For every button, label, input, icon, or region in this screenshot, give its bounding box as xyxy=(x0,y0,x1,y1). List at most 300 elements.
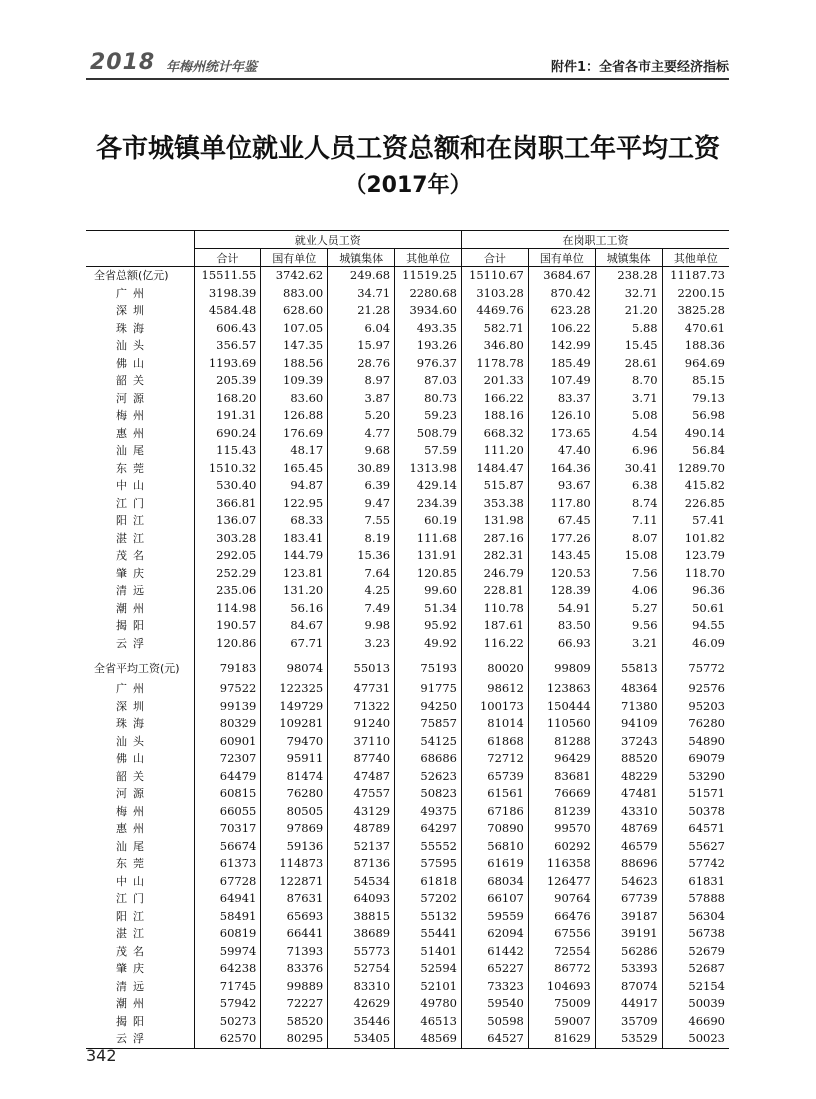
table-cell: 490.14 xyxy=(662,425,729,443)
table-cell: 28.61 xyxy=(595,355,662,373)
table-cell: 95911 xyxy=(261,750,328,768)
table-cell: 90764 xyxy=(528,890,595,908)
table-cell: 56.84 xyxy=(662,442,729,460)
table-cell: 55813 xyxy=(595,652,662,680)
table-cell: 72307 xyxy=(194,750,261,768)
table-cell: 99809 xyxy=(528,652,595,680)
table-cell: 81629 xyxy=(528,1030,595,1048)
table-cell: 690.24 xyxy=(194,425,261,443)
table-cell: 52687 xyxy=(662,960,729,978)
table-cell: 66441 xyxy=(261,925,328,943)
row-label: 东莞 xyxy=(116,857,150,870)
group-header-onpost: 在岗职工工资 xyxy=(462,231,730,249)
table-cell: 582.71 xyxy=(462,320,529,338)
table-cell: 3825.28 xyxy=(662,302,729,320)
table-cell: 346.80 xyxy=(462,337,529,355)
table-cell: 3.87 xyxy=(328,390,395,408)
table-cell: 100173 xyxy=(462,698,529,716)
table-cell: 4.25 xyxy=(328,582,395,600)
table-cell: 72712 xyxy=(462,750,529,768)
table-cell: 88520 xyxy=(595,750,662,768)
appendix-label: 附件1：全省各市主要经济指标 xyxy=(550,60,729,75)
table-cell: 66055 xyxy=(194,803,261,821)
table-cell: 96429 xyxy=(528,750,595,768)
table-row xyxy=(86,495,729,513)
table-cell: 47.40 xyxy=(528,442,595,460)
table-cell: 123.79 xyxy=(662,547,729,565)
table-cell: 57888 xyxy=(662,890,729,908)
table-cell: 60819 xyxy=(194,925,261,943)
wage-table-wrap xyxy=(86,230,729,1049)
table-cell: 9.56 xyxy=(595,617,662,635)
table-cell: 65739 xyxy=(462,768,529,786)
table-cell: 1510.32 xyxy=(194,460,261,478)
row-label: 阳江 xyxy=(116,514,150,527)
table-row xyxy=(86,960,729,978)
table-cell: 52679 xyxy=(662,943,729,961)
table-cell: 353.38 xyxy=(462,495,529,513)
table-row xyxy=(86,733,729,751)
table-cell: 76280 xyxy=(261,785,328,803)
table-cell: 71322 xyxy=(328,698,395,716)
table-cell: 1289.70 xyxy=(662,460,729,478)
table-cell: 51.34 xyxy=(395,600,462,618)
table-cell: 6.96 xyxy=(595,442,662,460)
table-cell: 43310 xyxy=(595,803,662,821)
table-cell: 67186 xyxy=(462,803,529,821)
row-label: 中山 xyxy=(116,479,150,492)
row-label: 江门 xyxy=(116,496,150,510)
table-cell: 49.92 xyxy=(395,635,462,653)
table-cell: 67556 xyxy=(528,925,595,943)
wage-table xyxy=(86,230,729,1049)
table-cell: 73323 xyxy=(462,978,529,996)
table-cell: 67739 xyxy=(595,890,662,908)
table-cell: 87740 xyxy=(328,750,395,768)
table-cell: 94.55 xyxy=(662,617,729,635)
table-cell: 52623 xyxy=(395,768,462,786)
table-row xyxy=(86,768,729,786)
table-cell: 68686 xyxy=(395,750,462,768)
table-row xyxy=(86,785,729,803)
table-cell: 69079 xyxy=(662,750,729,768)
table-cell: 21.20 xyxy=(595,302,662,320)
group-header-employed: 就业人员工资 xyxy=(194,231,462,249)
table-row xyxy=(86,873,729,891)
table-cell: 83.60 xyxy=(261,390,328,408)
table-cell: 80020 xyxy=(462,652,529,680)
table-cell: 3684.67 xyxy=(528,267,595,285)
col-header: 合计 xyxy=(194,249,261,267)
table-cell: 123863 xyxy=(528,680,595,698)
table-cell: 9.68 xyxy=(328,442,395,460)
table-cell: 83310 xyxy=(328,978,395,996)
table-cell: 53290 xyxy=(662,768,729,786)
table-cell: 48.17 xyxy=(261,442,328,460)
table-cell: 52594 xyxy=(395,960,462,978)
table-cell: 109.39 xyxy=(261,372,328,390)
table-cell: 136.07 xyxy=(194,512,261,530)
table-cell: 38689 xyxy=(328,925,395,943)
table-cell: 144.79 xyxy=(261,547,328,565)
table-cell: 50823 xyxy=(395,785,462,803)
row-label: 珠海 xyxy=(116,717,150,730)
table-cell: 47731 xyxy=(328,680,395,698)
table-cell: 87136 xyxy=(328,855,395,873)
table-cell: 118.70 xyxy=(662,565,729,583)
table-cell: 54890 xyxy=(662,733,729,751)
table-cell: 68.33 xyxy=(261,512,328,530)
table-cell: 366.81 xyxy=(194,495,261,513)
table-row xyxy=(86,908,729,926)
table-cell: 39191 xyxy=(595,925,662,943)
table-cell: 120.53 xyxy=(528,565,595,583)
table-cell: 55132 xyxy=(395,908,462,926)
table-cell: 3934.60 xyxy=(395,302,462,320)
table-cell: 28.76 xyxy=(328,355,395,373)
table-cell: 415.82 xyxy=(662,477,729,495)
table-cell: 57202 xyxy=(395,890,462,908)
table-cell: 57942 xyxy=(194,995,261,1013)
row-label: 茂名 xyxy=(116,549,150,562)
table-cell: 628.60 xyxy=(261,302,328,320)
table-cell: 282.31 xyxy=(462,547,529,565)
table-row xyxy=(86,320,729,338)
col-header: 其他单位 xyxy=(662,249,729,267)
table-row xyxy=(86,803,729,821)
table-cell: 246.79 xyxy=(462,565,529,583)
table-cell: 508.79 xyxy=(395,425,462,443)
table-cell: 107.49 xyxy=(528,372,595,390)
row-label: 揭阳 xyxy=(116,1014,150,1028)
table-cell: 7.56 xyxy=(595,565,662,583)
table-cell: 48769 xyxy=(595,820,662,838)
table-row xyxy=(86,698,729,716)
table-cell: 238.28 xyxy=(595,267,662,285)
table-cell: 35709 xyxy=(595,1013,662,1031)
table-cell: 61868 xyxy=(462,733,529,751)
table-cell: 131.98 xyxy=(462,512,529,530)
table-cell: 228.81 xyxy=(462,582,529,600)
table-cell: 15110.67 xyxy=(462,267,529,285)
table-cell: 70890 xyxy=(462,820,529,838)
table-cell: 5.27 xyxy=(595,600,662,618)
table-cell: 66476 xyxy=(528,908,595,926)
table-cell: 53405 xyxy=(328,1030,395,1048)
table-cell: 143.45 xyxy=(528,547,595,565)
table-cell: 530.40 xyxy=(194,477,261,495)
table-row xyxy=(86,477,729,495)
table-cell: 56.98 xyxy=(662,407,729,425)
yearbook-name: 年梅州统计年鉴 xyxy=(166,60,258,75)
table-cell: 1313.98 xyxy=(395,460,462,478)
table-cell: 81239 xyxy=(528,803,595,821)
table-cell: 35446 xyxy=(328,1013,395,1031)
table-cell: 4.06 xyxy=(595,582,662,600)
table-cell: 76669 xyxy=(528,785,595,803)
row-label: 清远 xyxy=(116,979,150,993)
row-label: 梅州 xyxy=(116,804,150,818)
table-cell: 120.85 xyxy=(395,565,462,583)
table-cell: 114.98 xyxy=(194,600,261,618)
table-cell: 166.22 xyxy=(462,390,529,408)
row-label: 全省总额(亿元) xyxy=(94,269,169,282)
table-cell: 205.39 xyxy=(194,372,261,390)
row-label: 湛江 xyxy=(116,927,150,940)
table-cell: 65693 xyxy=(261,908,328,926)
table-cell: 110560 xyxy=(528,715,595,733)
table-cell: 964.69 xyxy=(662,355,729,373)
row-label: 韶关 xyxy=(116,374,150,387)
row-label: 中山 xyxy=(116,874,150,888)
table-cell: 3.23 xyxy=(328,635,395,653)
table-cell: 668.32 xyxy=(462,425,529,443)
table-cell: 51571 xyxy=(662,785,729,803)
table-cell: 60292 xyxy=(528,838,595,856)
table-cell: 97522 xyxy=(194,680,261,698)
table-cell: 49780 xyxy=(395,995,462,1013)
table-cell: 54125 xyxy=(395,733,462,751)
table-cell: 131.91 xyxy=(395,547,462,565)
table-cell: 168.20 xyxy=(194,390,261,408)
table-cell: 115.43 xyxy=(194,442,261,460)
table-cell: 50273 xyxy=(194,1013,261,1031)
table-cell: 55773 xyxy=(328,943,395,961)
table-cell: 52154 xyxy=(662,978,729,996)
row-label: 广州 xyxy=(116,286,150,300)
table-cell: 883.00 xyxy=(261,285,328,303)
table-cell: 75772 xyxy=(662,652,729,680)
table-cell: 60815 xyxy=(194,785,261,803)
table-row xyxy=(86,652,729,680)
table-cell: 8.70 xyxy=(595,372,662,390)
table-cell: 104693 xyxy=(528,978,595,996)
table-cell: 176.69 xyxy=(261,425,328,443)
table-cell: 48569 xyxy=(395,1030,462,1048)
table-cell: 64093 xyxy=(328,890,395,908)
table-cell: 111.20 xyxy=(462,442,529,460)
table-cell: 61373 xyxy=(194,855,261,873)
table-row xyxy=(86,680,729,698)
table-cell: 6.39 xyxy=(328,477,395,495)
row-label: 汕尾 xyxy=(116,839,150,853)
table-cell: 7.64 xyxy=(328,565,395,583)
table-cell: 116.22 xyxy=(462,635,529,653)
table-cell: 83.37 xyxy=(528,390,595,408)
table-cell: 99570 xyxy=(528,820,595,838)
table-cell: 114873 xyxy=(261,855,328,873)
table-cell: 56738 xyxy=(662,925,729,943)
row-label: 江门 xyxy=(116,892,150,905)
table-cell: 91240 xyxy=(328,715,395,733)
table-cell: 59007 xyxy=(528,1013,595,1031)
table-cell: 188.16 xyxy=(462,407,529,425)
table-row xyxy=(86,838,729,856)
row-label: 揭阳 xyxy=(116,619,150,632)
table-cell: 57.41 xyxy=(662,512,729,530)
table-cell: 62094 xyxy=(462,925,529,943)
table-cell: 70317 xyxy=(194,820,261,838)
row-label: 广州 xyxy=(116,682,150,695)
table-cell: 64941 xyxy=(194,890,261,908)
table-cell: 976.37 xyxy=(395,355,462,373)
page-number: 342 xyxy=(86,1046,117,1065)
table-cell: 80295 xyxy=(261,1030,328,1048)
table-cell: 15.08 xyxy=(595,547,662,565)
table-cell: 62570 xyxy=(194,1030,261,1048)
table-cell: 61619 xyxy=(462,855,529,873)
table-cell: 64571 xyxy=(662,820,729,838)
table-cell: 60901 xyxy=(194,733,261,751)
row-label: 湛江 xyxy=(116,531,150,545)
table-cell: 126.88 xyxy=(261,407,328,425)
col-header: 城镇集体 xyxy=(328,249,395,267)
table-cell: 50039 xyxy=(662,995,729,1013)
col-header: 国有单位 xyxy=(261,249,328,267)
table-cell: 131.20 xyxy=(261,582,328,600)
table-cell: 59.23 xyxy=(395,407,462,425)
table-cell: 44917 xyxy=(595,995,662,1013)
table-cell: 50378 xyxy=(662,803,729,821)
table-cell: 128.39 xyxy=(528,582,595,600)
table-cell: 37110 xyxy=(328,733,395,751)
table-cell: 2280.68 xyxy=(395,285,462,303)
table-row xyxy=(86,617,729,635)
table-row xyxy=(86,512,729,530)
table-cell: 79470 xyxy=(261,733,328,751)
table-cell: 71380 xyxy=(595,698,662,716)
table-cell: 30.89 xyxy=(328,460,395,478)
table-cell: 5.08 xyxy=(595,407,662,425)
table-row xyxy=(86,460,729,478)
table-cell: 60.19 xyxy=(395,512,462,530)
table-cell: 72554 xyxy=(528,943,595,961)
stub-header xyxy=(86,231,194,249)
table-cell: 99139 xyxy=(194,698,261,716)
table-row xyxy=(86,407,729,425)
table-cell: 98612 xyxy=(462,680,529,698)
table-cell: 59559 xyxy=(462,908,529,926)
table-cell: 99.60 xyxy=(395,582,462,600)
table-cell: 95.92 xyxy=(395,617,462,635)
table-cell: 252.29 xyxy=(194,565,261,583)
table-cell: 52754 xyxy=(328,960,395,978)
table-cell: 59540 xyxy=(462,995,529,1013)
table-cell: 3198.39 xyxy=(194,285,261,303)
table-cell: 57742 xyxy=(662,855,729,873)
table-cell: 79.13 xyxy=(662,390,729,408)
table-cell: 37243 xyxy=(595,733,662,751)
table-cell: 67.45 xyxy=(528,512,595,530)
table-cell: 292.05 xyxy=(194,547,261,565)
table-cell: 147.35 xyxy=(261,337,328,355)
table-cell: 101.82 xyxy=(662,530,729,548)
table-cell: 97869 xyxy=(261,820,328,838)
table-cell: 303.28 xyxy=(194,530,261,548)
table-cell: 429.14 xyxy=(395,477,462,495)
table-cell: 142.99 xyxy=(528,337,595,355)
table-cell: 47481 xyxy=(595,785,662,803)
table-cell: 226.85 xyxy=(662,495,729,513)
table-row xyxy=(86,442,729,460)
table-row xyxy=(86,302,729,320)
table-cell: 117.80 xyxy=(528,495,595,513)
table-row xyxy=(86,1030,729,1048)
table-row xyxy=(86,750,729,768)
table-cell: 83.50 xyxy=(528,617,595,635)
table-cell: 4.77 xyxy=(328,425,395,443)
table-cell: 94.87 xyxy=(261,477,328,495)
table-cell: 75193 xyxy=(395,652,462,680)
table-cell: 46513 xyxy=(395,1013,462,1031)
table-cell: 58520 xyxy=(261,1013,328,1031)
table-cell: 15511.55 xyxy=(194,267,261,285)
table-cell: 15.97 xyxy=(328,337,395,355)
table-cell: 187.61 xyxy=(462,617,529,635)
table-cell: 49375 xyxy=(395,803,462,821)
table-cell: 4584.48 xyxy=(194,302,261,320)
col-header: 国有单位 xyxy=(528,249,595,267)
table-cell: 80.73 xyxy=(395,390,462,408)
table-cell: 47487 xyxy=(328,768,395,786)
table-cell: 51401 xyxy=(395,943,462,961)
table-cell: 188.56 xyxy=(261,355,328,373)
table-row xyxy=(86,337,729,355)
table-cell: 81288 xyxy=(528,733,595,751)
row-label: 梅州 xyxy=(116,409,150,422)
table-row xyxy=(86,530,729,548)
table-cell: 470.61 xyxy=(662,320,729,338)
table-row xyxy=(86,943,729,961)
table-cell: 39187 xyxy=(595,908,662,926)
table-cell: 56810 xyxy=(462,838,529,856)
table-cell: 64297 xyxy=(395,820,462,838)
col-header: 其他单位 xyxy=(395,249,462,267)
page-header xyxy=(86,52,729,76)
table-cell: 61818 xyxy=(395,873,462,891)
group-header-row xyxy=(86,231,729,249)
table-cell: 5.88 xyxy=(595,320,662,338)
table-cell: 48229 xyxy=(595,768,662,786)
table-row xyxy=(86,565,729,583)
table-cell: 234.39 xyxy=(395,495,462,513)
table-cell: 79183 xyxy=(194,652,261,680)
row-label: 佛山 xyxy=(116,356,150,370)
table-cell: 6.38 xyxy=(595,477,662,495)
table-cell: 57.59 xyxy=(395,442,462,460)
table-cell: 46579 xyxy=(595,838,662,856)
table-cell: 87631 xyxy=(261,890,328,908)
table-cell: 61561 xyxy=(462,785,529,803)
table-row xyxy=(86,600,729,618)
table-cell: 56674 xyxy=(194,838,261,856)
table-cell: 53393 xyxy=(595,960,662,978)
table-cell: 95203 xyxy=(662,698,729,716)
table-row xyxy=(86,925,729,943)
table-cell: 54623 xyxy=(595,873,662,891)
table-cell: 94250 xyxy=(395,698,462,716)
table-cell: 54.91 xyxy=(528,600,595,618)
row-label: 全省平均工资(元) xyxy=(94,662,180,676)
table-cell: 3.21 xyxy=(595,635,662,653)
table-cell: 59974 xyxy=(194,943,261,961)
table-cell: 42629 xyxy=(328,995,395,1013)
table-cell: 85.15 xyxy=(662,372,729,390)
table-cell: 21.28 xyxy=(328,302,395,320)
table-cell: 92576 xyxy=(662,680,729,698)
row-label: 清远 xyxy=(116,584,150,597)
table-cell: 87.03 xyxy=(395,372,462,390)
